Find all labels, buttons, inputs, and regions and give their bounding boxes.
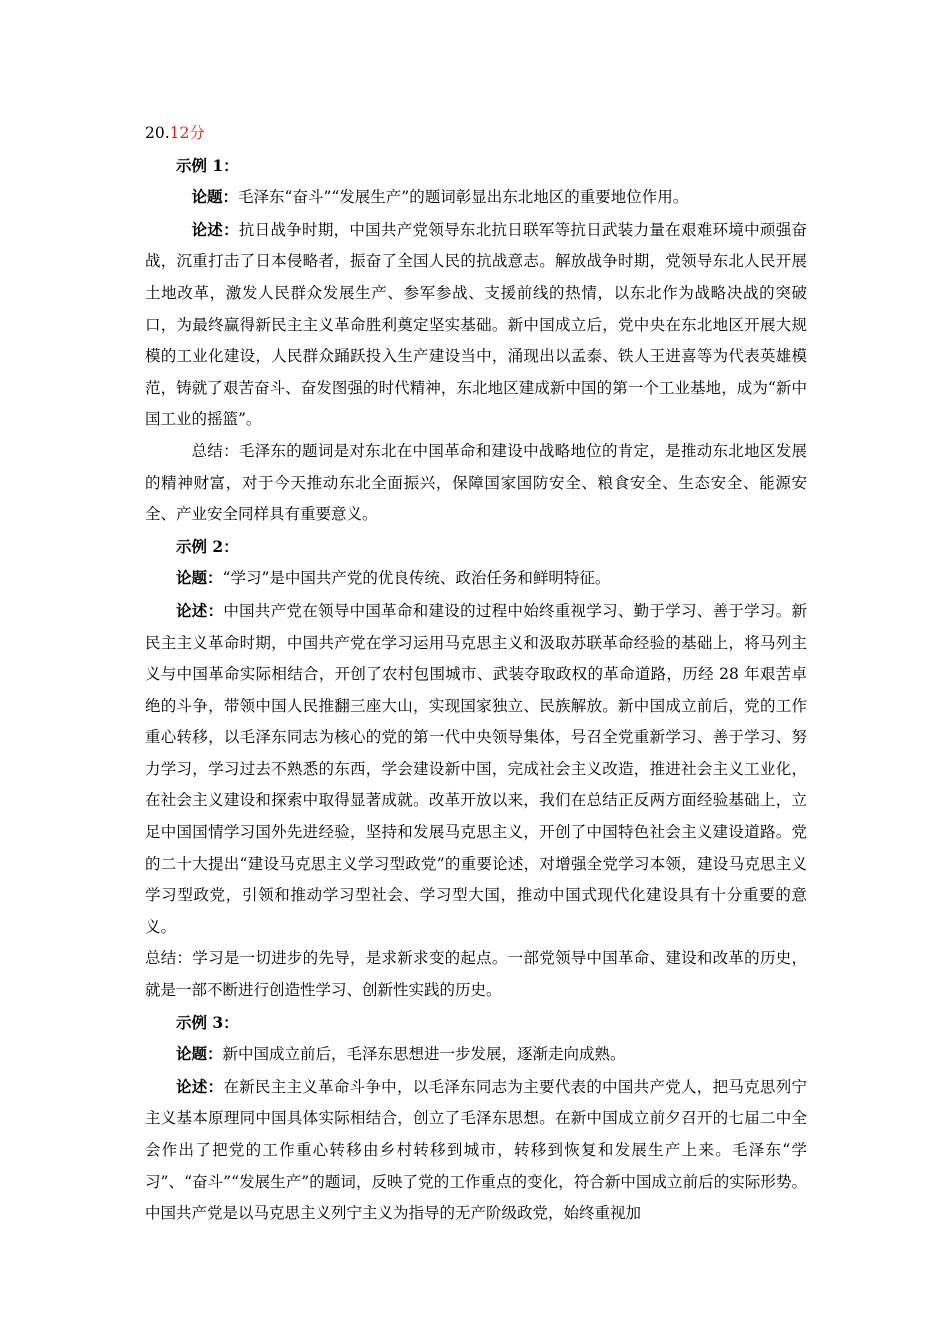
example-2-topic xyxy=(145,562,807,595)
example-2-topic-label: 论题： xyxy=(176,568,223,588)
answer-content xyxy=(145,118,807,1230)
example-3-topic-text: 新中国成立前后，毛泽东思想进一步发展，逐渐走向成熟。 xyxy=(222,1045,626,1064)
example-1-summary: 总结：毛泽东的题词是对东北在中国革命和建设中战略地位的肯定，是推动东北地区发展的精神财富，对于今天推动东北全面振兴，保障国家国防安全、粮食安全、生态安全、能源安全、产业安全同样具有重要意义。 xyxy=(145,441,807,524)
example-1-heading: 示例 1： xyxy=(176,155,239,175)
example-3-topic xyxy=(145,1038,807,1071)
example-1-topic-label: 论题： xyxy=(191,187,239,207)
example-1-argument-label: 论述： xyxy=(191,219,239,239)
example-1-topic-text: 毛泽东“奋斗”“发展生产”的题词彰显出东北地区的重要地位作用。 xyxy=(238,188,689,207)
question-header xyxy=(145,118,807,150)
example-2-argument xyxy=(145,595,807,944)
example-2-argument-label: 论述： xyxy=(176,600,224,620)
example-2-heading: 示例 2： xyxy=(176,536,239,556)
question-score: 12分 xyxy=(169,124,205,142)
example-1-topic xyxy=(145,181,807,214)
example-3-topic-label: 论题： xyxy=(176,1044,223,1064)
example-1-argument-text: 抗日战争时期，中国共产党领导东北抗日联军等抗日武装力量在艰难环境中顽强奋战，沉重打击了日本侵略者，振奋了全国人民的抗战意志。解放战争时期，党领导东北人民开展土地改革，激发人民群众发展生产、参军参战、支援前线的热情，以东北作为战略决战的突破口，为最终赢得新民主主义革命胜利奠定坚实基础。新中国成立后，党中央在东北地区开展大规模的工业化建设，人民群众踊跃投入生产建设当中，涌现出以孟泰、铁人王进喜等为代表英雄模范，铸就了艰苦奋斗、奋发图强的时代精神，东北地区建成新中国的第一个工业基地，成为“新中国工业的摇篮”。 xyxy=(145,220,807,429)
example-2-topic-text: “学习”是中国共产党的优良传统、政治任务和鲜明特征。 xyxy=(222,569,611,588)
example-3-argument xyxy=(145,1071,807,1230)
question-number: 20. xyxy=(145,124,170,142)
example-2-summary: 总结：学习是一切进步的先导，是求新求变的起点。一部党领导中国革命、建设和改革的历史，就是一部不断进行创造性学习、创新性实践的历史。 xyxy=(145,949,807,1000)
example-3-argument-text: 在新民主主义革命斗争中，以毛泽东同志为主要代表的中国共产党人，把马克思列宁主义基本原理同中国具体实际相结合，创立了毛泽东思想。在新中国成立前夕召开的七届二中全会作出了把党的工作重心转移由乡村转移到城市，转移到恢复和发展生产上来。毛泽东“学习”、“奋斗”“发展生产”的题词，反映了党的工作重点的变化，符合新中国成立前后的实际形势。中国共产党是以马克思主义列宁主义为指导的无产阶级政党，始终重视加 xyxy=(145,1077,807,1223)
example-3-heading: 示例 3： xyxy=(176,1012,239,1032)
example-3-argument-label: 论述： xyxy=(176,1076,224,1096)
example-2-argument-text: 中国共产党在领导中国革命和建设的过程中始终重视学习、勤于学习、善于学习。新民主主义革命时期，中国共产党在学习运用马克思主义和汲取苏联革命经验的基础上，将马列主义与中国革命实际相结合，开创了农村包围城市、武装夺取政权的革命道路，历经 28 年艰苦卓绝的斗争，带领中国人民推翻三座大山，实现国家独立、民族解放。新中国成立前后，党的工作重心转移，以毛泽东同志为核心的党的第一代中央领导集体，号召全党重新学习、善于学习、努力学习，学习过去不熟悉的东西，学会建设新中国，完成社会主义改造，推进社会主义工业化，在社会主义建设和探索中取得显著成就。改革开放以来，我们在总结正反两方面经验基础上，立足中国国情学习国外先进经验，坚持和发展马克思主义，开创了中国特色社会主义建设道路。党的二十大提出“建设马克思主义学习型政党”的重要论述，对增强全党学习本领，建设马克思主义学习型政党，引领和推动学习型社会、学习型大国，推动中国式现代化建设具有十分重要的意义。 xyxy=(145,601,807,936)
example-1-argument xyxy=(145,214,807,436)
